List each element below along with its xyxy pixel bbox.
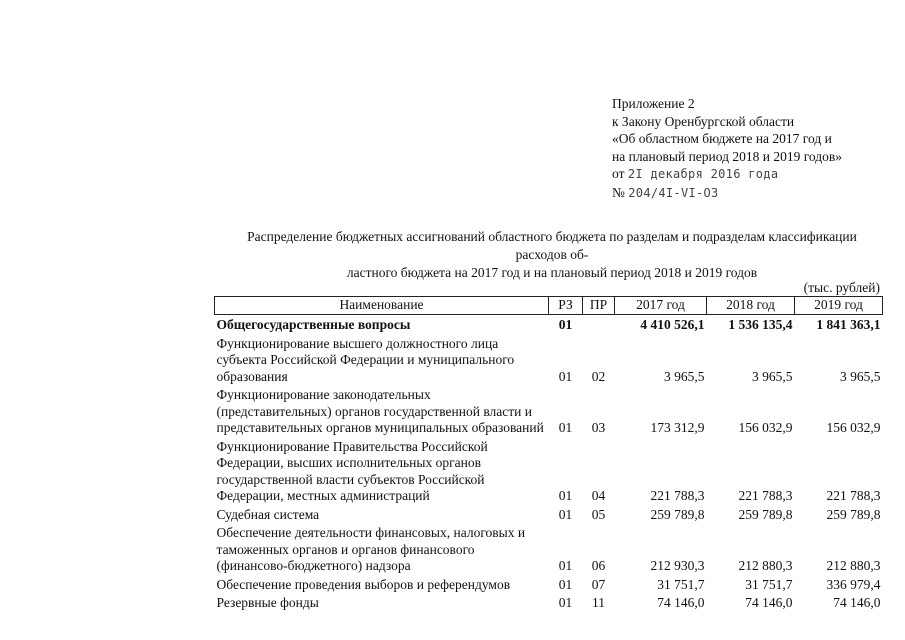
row-rz: 01 <box>558 506 573 522</box>
row-2019: 221 788,3 <box>826 488 881 503</box>
number-value: 204/4I-VI-ОЗ <box>628 185 719 200</box>
table-row <box>215 385 883 437</box>
number-prefix: № <box>612 184 625 200</box>
row-2019: 156 032,9 <box>826 420 881 435</box>
row-2019: 336 979,4 <box>826 576 881 592</box>
row-rz: 01 <box>558 558 573 573</box>
row-pr <box>583 315 615 334</box>
header-2019: 2019 год <box>795 297 883 315</box>
appendix-line: к Закону Оренбургской области <box>612 113 795 129</box>
row-rz: 01 <box>558 317 573 332</box>
row-2019: 74 146,0 <box>833 595 881 610</box>
table-row <box>215 575 883 594</box>
table-row <box>215 334 883 386</box>
row-pr: 11 <box>592 595 605 610</box>
row-2018: 31 751,7 <box>745 576 793 592</box>
title-line: ластного бюджета на 2017 год и на плановый период 2018 и 2019 годов <box>346 265 758 280</box>
row-2019: 212 880,3 <box>826 558 881 573</box>
row-name: Функционирование высшего должностного лица субъекта Российской Федерации и муниципального образования <box>216 335 515 384</box>
row-rz: 01 <box>558 488 573 503</box>
row-rz: 01 <box>558 368 573 384</box>
header-rz: РЗ <box>549 297 583 315</box>
appendix-line: на плановый период 2018 и 2019 годов» <box>612 148 843 164</box>
row-2018: 1 536 135,4 <box>728 317 793 332</box>
row-name: Функционирование законодательных (представительных) органов государственной власти и представительных органов муниципальных образований <box>216 387 544 435</box>
row-2017: 74 146,0 <box>657 595 705 610</box>
row-2017: 31 751,7 <box>657 576 705 592</box>
row-2018: 74 146,0 <box>745 595 793 610</box>
table-row <box>215 593 883 612</box>
row-name: Судебная система <box>216 506 320 522</box>
row-2018: 259 789,8 <box>738 506 793 522</box>
row-rz: 01 <box>558 420 573 435</box>
row-2018: 3 965,5 <box>752 368 793 384</box>
table-header-row <box>215 297 883 315</box>
row-2017: 212 930,3 <box>650 558 705 573</box>
header-2018: 2018 год <box>707 297 795 315</box>
header-2017: 2017 год <box>615 297 707 315</box>
row-name: Обеспечение деятельности финансовых, налоговых и таможенных органов и органов финансового (финансово-бюджетного) надзора <box>216 525 526 573</box>
table-row <box>215 505 883 524</box>
row-2018: 212 880,3 <box>738 558 793 573</box>
title-line: Распределение бюджетных ассигнований областного бюджета по разделам и подразделам классификации расходов об- <box>247 229 857 262</box>
document-title <box>222 228 882 282</box>
row-2018: 156 032,9 <box>738 420 793 435</box>
row-name: Резервные фонды <box>216 595 319 610</box>
row-pr: 05 <box>591 506 606 522</box>
row-2017: 259 789,8 <box>650 506 705 522</box>
row-pr: 04 <box>591 488 606 503</box>
row-rz: 01 <box>558 595 573 610</box>
table-row <box>215 315 883 334</box>
row-2018: 221 788,3 <box>738 488 793 503</box>
row-pr: 02 <box>591 368 606 384</box>
header-name: Наименование <box>215 297 549 315</box>
date-value: 2I декабря 2016 года <box>627 167 779 181</box>
row-pr: 03 <box>591 420 606 435</box>
row-2017: 173 312,9 <box>650 420 705 435</box>
date-prefix: от <box>612 166 625 181</box>
budget-table <box>214 296 883 612</box>
row-pr: 07 <box>591 576 606 592</box>
units-label: (тыс. рублей) <box>803 280 880 295</box>
appendix-block <box>612 95 842 202</box>
row-name: Обеспечение проведения выборов и референдумов <box>216 576 511 592</box>
appendix-number <box>612 184 842 203</box>
row-pr: 06 <box>591 558 606 573</box>
appendix-line: Приложение 2 <box>612 96 695 111</box>
table-row <box>215 523 883 575</box>
row-2019: 3 965,5 <box>840 368 881 384</box>
row-name: Функционирование Правительства Российской Федерации, высших исполнительных органов государственной власти субъектов Российской Федерации, местных администраций <box>216 438 488 503</box>
table-row <box>215 437 883 505</box>
appendix-line: «Об областном бюджете на 2017 год и <box>612 131 832 146</box>
row-rz: 01 <box>558 576 573 592</box>
row-2019: 259 789,8 <box>826 506 881 522</box>
row-2017: 4 410 526,1 <box>640 317 705 332</box>
row-2019: 1 841 363,1 <box>816 317 881 332</box>
row-name: Общегосударственные вопросы <box>216 317 411 332</box>
appendix-date <box>612 165 842 184</box>
row-2017: 3 965,5 <box>664 368 705 384</box>
header-pr: ПР <box>583 297 615 315</box>
row-2017: 221 788,3 <box>650 488 705 503</box>
